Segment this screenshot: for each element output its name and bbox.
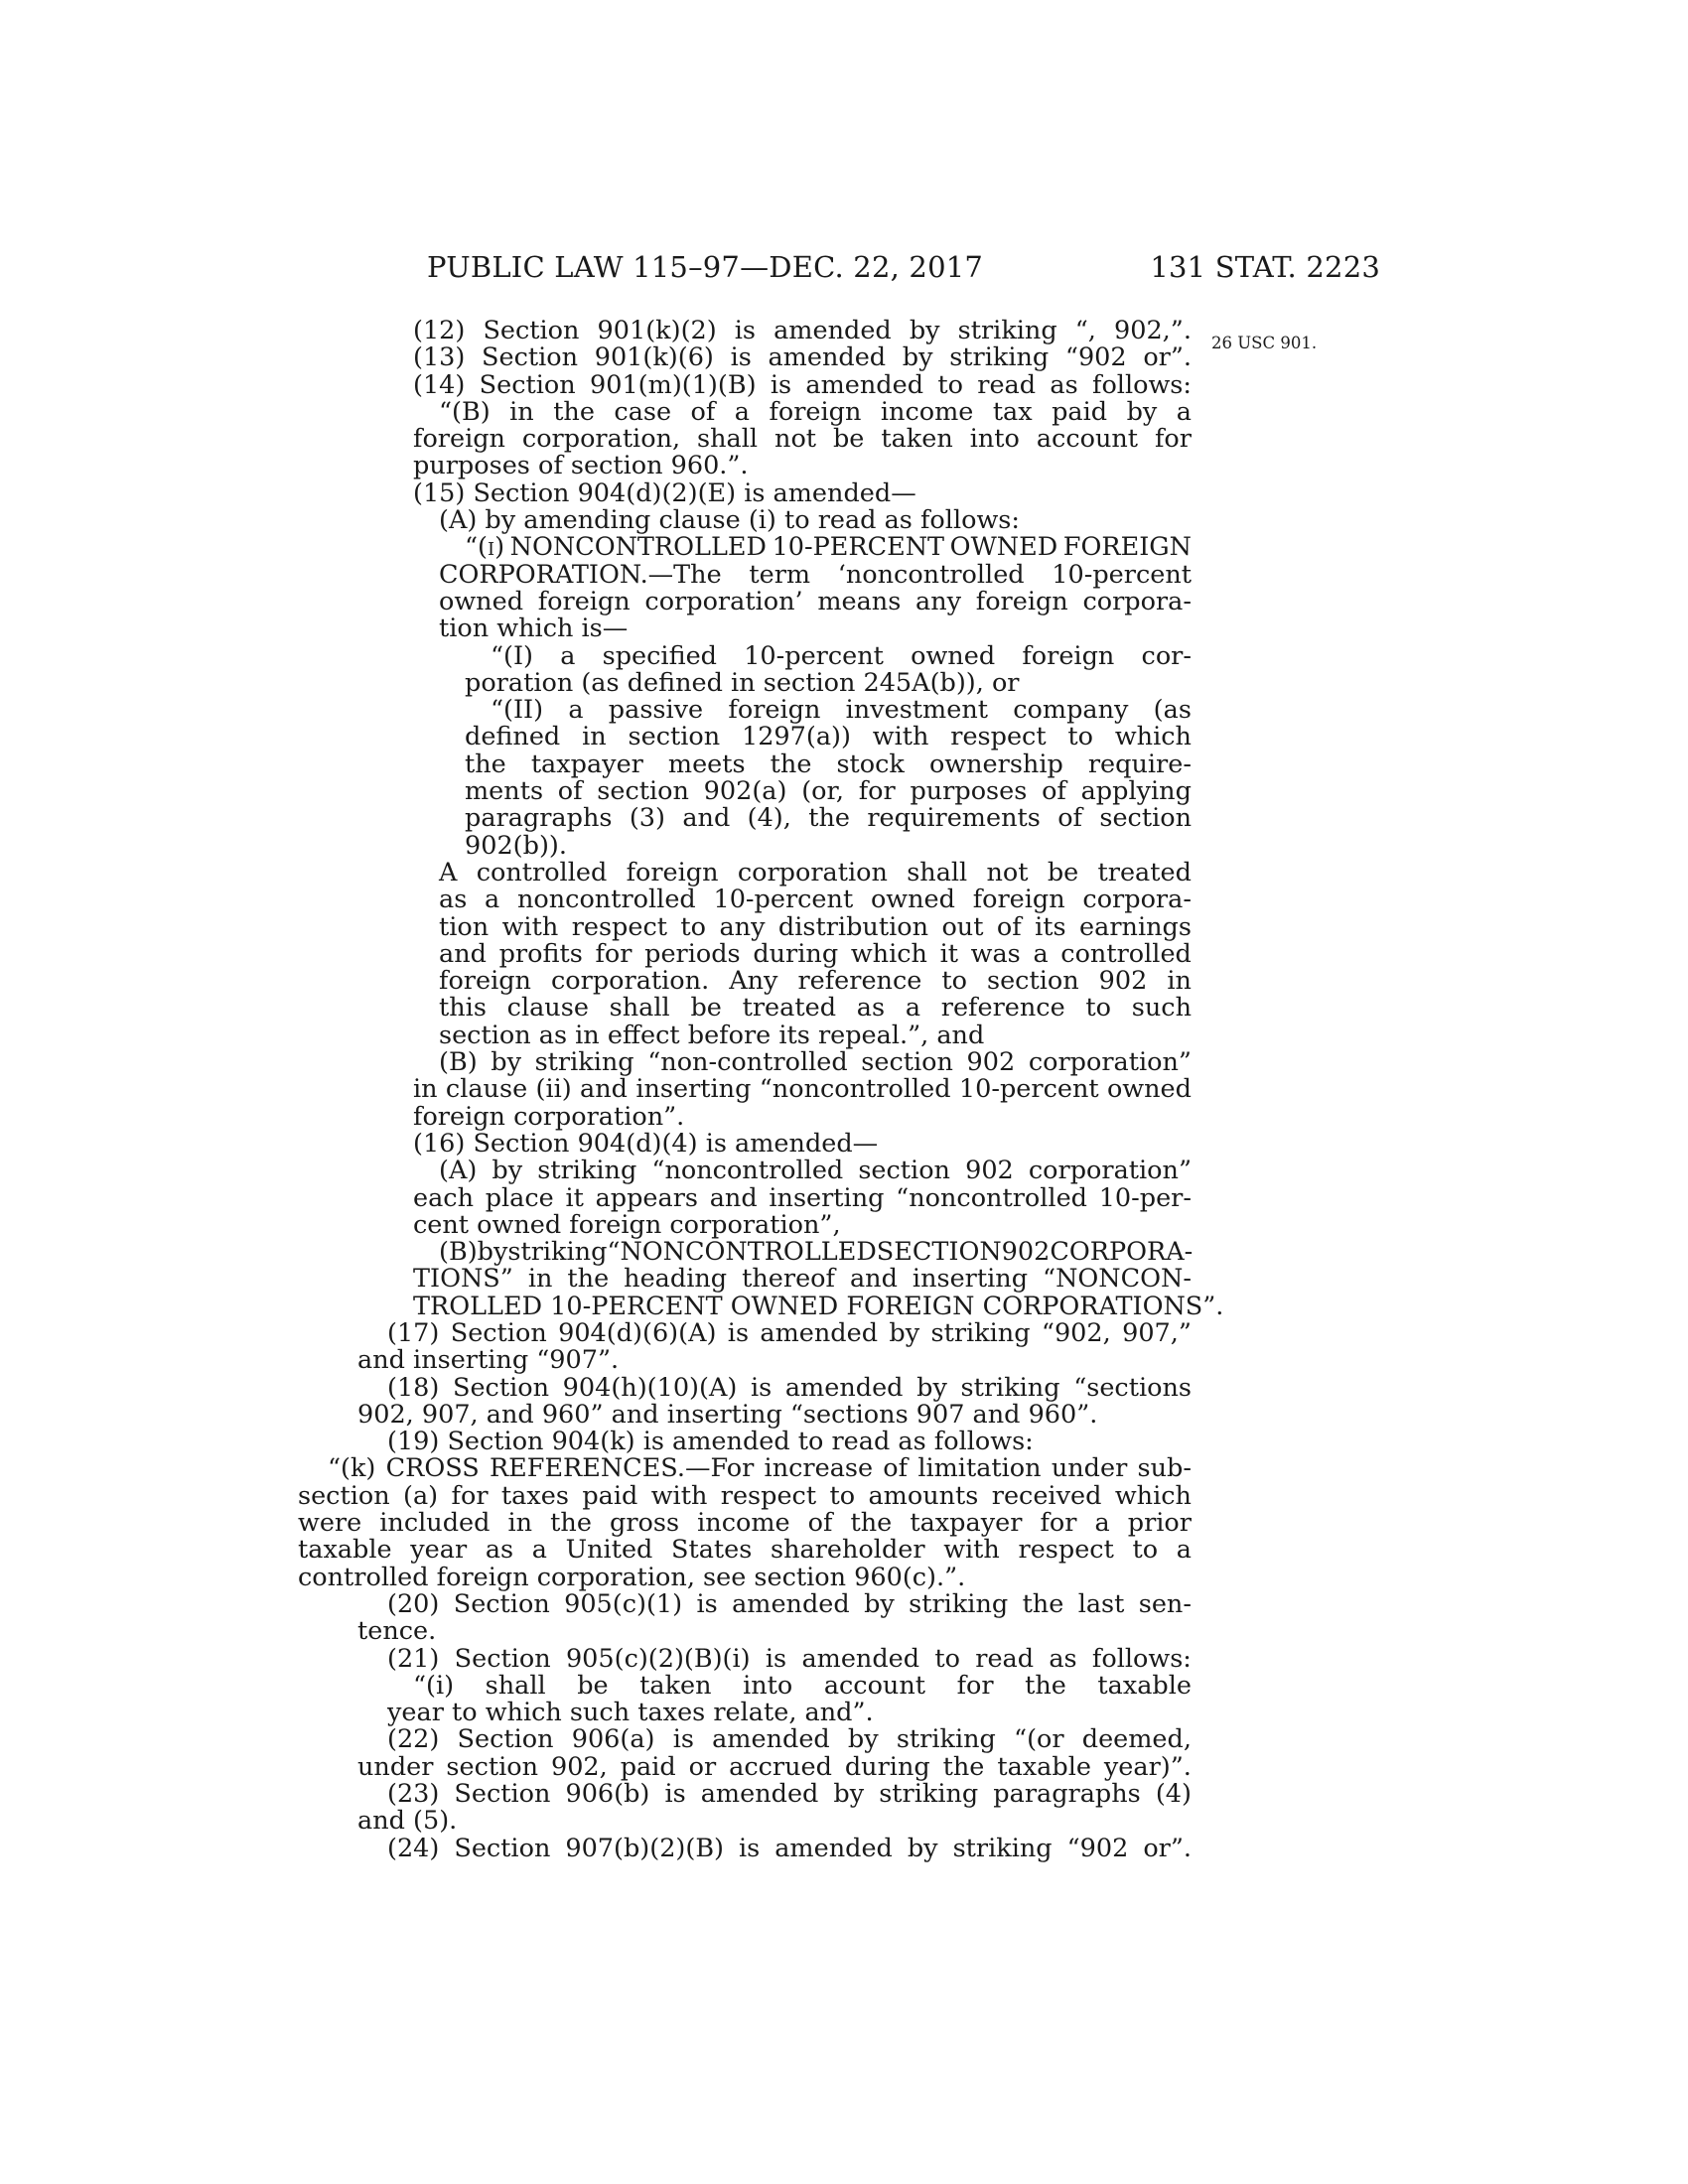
text-line: (A) by amending clause (i) to read as follows:: [439, 505, 1020, 536]
text-line: controlled foreign corporation, see section 960(c).”.: [298, 1562, 966, 1592]
text-line: paragraphs (3) and (4), the requirements of section: [465, 803, 1192, 834]
text-line: foreign corporation. Any reference to section 902 in: [439, 966, 1192, 997]
text-line: and profits for periods during which it was a controlled: [439, 938, 1192, 969]
text-line: CORPORATION.—The term ‘noncontrolled 10-percent: [439, 559, 1192, 590]
text-line: poration (as defined in section 245A(b)), or: [465, 667, 1020, 698]
text-line: purposes of section 960.”.: [413, 451, 749, 481]
text-line: owned foreign corporation’ means any foreign corpora-: [439, 586, 1192, 616]
text-line: as a noncontrolled 10-percent owned foreign corpora-: [439, 885, 1192, 915]
text-line: (12) Section 901(k)(2) is amended by striking “, 902,”.: [413, 316, 1192, 345]
text-line: section as in effect before its repeal.”, and: [439, 1020, 985, 1050]
text-line: (B) by striking “NONCONTROLLED SECTION 902 CORPORA-: [439, 1237, 1194, 1268]
page-header: [427, 250, 1380, 294]
text-line: foreign corporation, shall not be taken into account for: [413, 424, 1192, 455]
text-line: 902(b)).: [465, 830, 567, 861]
text-line: “(II) a passive foreign investment company (as: [491, 695, 1192, 726]
text-line: (15) Section 904(d)(2)(E) is amended—: [413, 478, 916, 508]
text-line: tion with respect to any distribution out of its earnings: [439, 911, 1192, 942]
text-line: year to which such taxes relate, and”.: [387, 1698, 874, 1728]
text-line: 902, 907, and 960” and inserting “sections 907 and 960”.: [357, 1399, 1098, 1430]
text-line: each place it appears and inserting “noncontrolled 10-per-: [413, 1182, 1192, 1213]
text-line: (14) Section 901(m)(1)(B) is amended to read as follows:: [413, 369, 1192, 400]
text-line: (B) by striking “non-controlled section 902 corporation”: [439, 1047, 1192, 1078]
text-line: (13) Section 901(k)(6) is amended by striking “902 or”.: [413, 342, 1192, 373]
text-line: defined in section 1297(a)) with respect to which: [465, 722, 1192, 752]
text-line: (22) Section 906(a) is amended by striking “(or deemed,: [387, 1724, 1192, 1755]
text-line: “(B) in the case of a foreign income tax paid by a: [439, 396, 1192, 427]
text-line: ments of section 902(a) (or, for purposes of applying: [465, 776, 1192, 807]
text-line: “(i) NONCONTROLLED 10-PERCENT OWNED FOREIGN: [465, 532, 1192, 563]
text-line: cent owned foreign corporation”,: [413, 1209, 841, 1240]
text-line: foreign corporation”.: [413, 1101, 685, 1132]
text-line: TIONS” in the heading thereof and inserting “NONCON-: [413, 1264, 1192, 1295]
text-line: (17) Section 904(d)(6)(A) is amended by striking “902, 907,”: [387, 1317, 1192, 1348]
text-line: (16) Section 904(d)(4) is amended—: [413, 1128, 879, 1159]
text-line: “(i) shall be taken into account for the taxable: [413, 1670, 1192, 1701]
text-line: (24) Section 907(b)(2)(B) is amended by striking “902 or”.: [387, 1833, 1192, 1863]
text-line: were included in the gross income of the taxpayer for a prior: [298, 1508, 1192, 1539]
text-line: (18) Section 904(h)(10)(A) is amended by striking “sections: [387, 1372, 1192, 1403]
text-line: (21) Section 905(c)(2)(B)(i) is amended to read as follows:: [387, 1643, 1192, 1674]
text-line: “(k) CROSS REFERENCES.—For increase of limitation under sub-: [328, 1453, 1192, 1484]
text-line: under section 902, paid or accrued during the taxable year)”.: [357, 1751, 1192, 1782]
text-line: (19) Section 904(k) is amended to read as follows:: [387, 1427, 1034, 1457]
text-line: (A) by striking “noncontrolled section 902 corporation”: [439, 1156, 1192, 1186]
text-line: and (5).: [357, 1806, 458, 1837]
running-head: PUBLIC LAW 115–97—DEC. 22, 2017: [427, 250, 984, 284]
text-line: this clause shall be treated as a reference to such: [439, 993, 1192, 1024]
text-line: and inserting “907”.: [357, 1345, 620, 1376]
text-line: section (a) for taxes paid with respect to amounts received which: [298, 1480, 1192, 1511]
text-line: in clause (ii) and inserting “noncontrolled 10-percent owned: [413, 1074, 1192, 1105]
text-line: the taxpayer meets the stock ownership require-: [465, 749, 1192, 779]
text-line: tence.: [357, 1616, 437, 1647]
text-line: taxable year as a United States shareholder with respect to a: [298, 1535, 1192, 1566]
statute-body: [298, 316, 1224, 1863]
margin-note: 26 USC 901.: [1211, 334, 1318, 352]
text-line: TROLLED 10-PERCENT OWNED FOREIGN CORPORATIONS”.: [413, 1291, 1224, 1321]
text-line: A controlled foreign corporation shall not be treated: [439, 857, 1192, 887]
text-line: “(I) a specified 10-percent owned foreign cor-: [491, 640, 1192, 671]
text-line: (20) Section 905(c)(1) is amended by striking the last sen-: [387, 1588, 1192, 1619]
text-line: (23) Section 906(b) is amended by striking paragraphs (4): [387, 1779, 1192, 1810]
text-line: tion which is—: [439, 614, 629, 644]
statute-citation: 131 STAT. 2223: [1150, 250, 1380, 284]
